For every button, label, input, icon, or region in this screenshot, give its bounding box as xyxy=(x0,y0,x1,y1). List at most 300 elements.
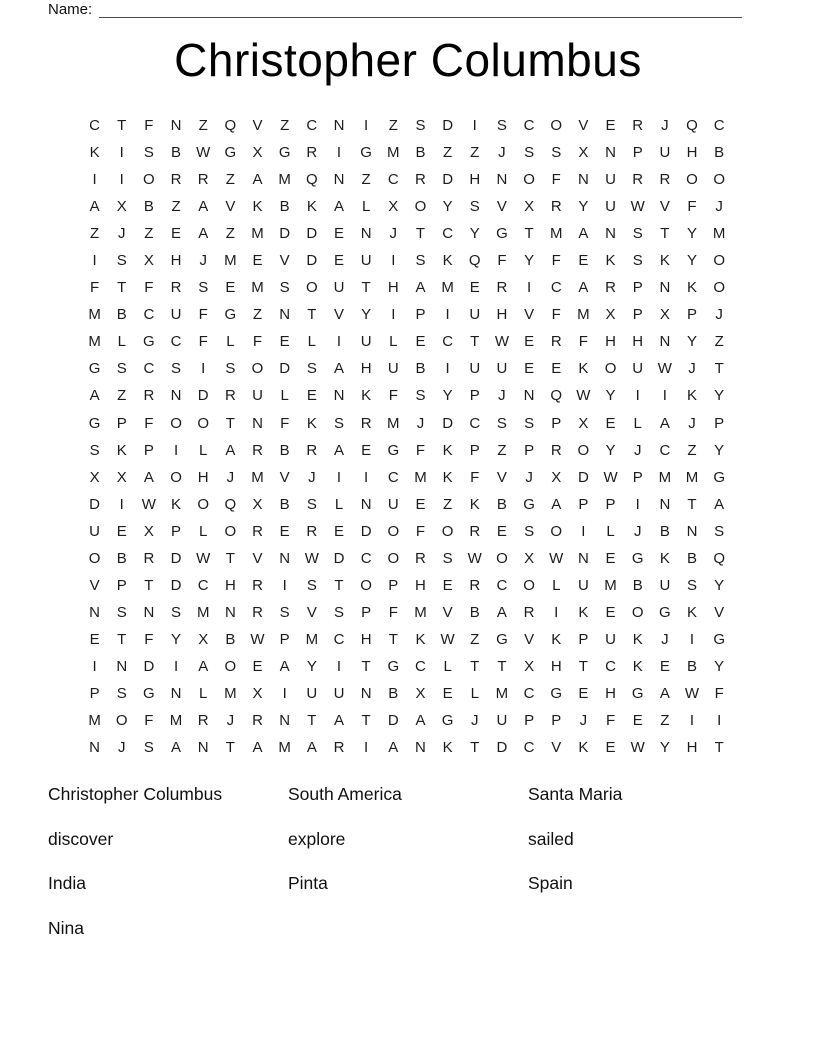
grid-letter: C xyxy=(387,171,399,189)
grid-letter: X xyxy=(252,144,263,162)
grid-letter: V xyxy=(279,252,290,270)
grid-letter: O xyxy=(631,603,644,621)
grid-letter: D xyxy=(170,576,182,594)
grid-letter: E xyxy=(225,279,236,297)
grid-letter: P xyxy=(551,712,562,730)
grid-letter: W xyxy=(141,495,156,513)
grid-letter: B xyxy=(171,144,182,162)
grid-letter: F xyxy=(687,198,697,216)
grid-letter: K xyxy=(578,739,589,757)
grid-letter: S xyxy=(687,576,698,594)
grid-letter: K xyxy=(687,603,698,621)
grid-letter: X xyxy=(551,468,562,486)
grid-letter: V xyxy=(551,739,562,757)
grid-letter: D xyxy=(442,414,454,432)
grid-letter: M xyxy=(251,225,264,243)
word-bank-item: India xyxy=(48,873,86,894)
grid-letter: Z xyxy=(117,387,127,405)
grid-letter: S xyxy=(89,441,100,459)
grid-letter: N xyxy=(415,739,426,757)
grid-letter: N xyxy=(224,603,236,621)
grid-letter: M xyxy=(658,468,672,486)
grid-letter: H xyxy=(686,144,698,162)
grid-letter: T xyxy=(578,657,588,675)
grid-letter: V xyxy=(659,198,670,216)
grid-letter: P xyxy=(388,576,399,594)
grid-letter: Z xyxy=(470,144,480,162)
grid-letter: G xyxy=(360,144,372,162)
grid-letter: E xyxy=(578,252,589,270)
grid-letter: H xyxy=(387,279,399,297)
grid-letter: I xyxy=(336,333,342,351)
grid-letter: V xyxy=(252,117,263,135)
grid-letter: R xyxy=(170,279,182,297)
grid-letter: W xyxy=(549,549,564,567)
grid-letter: J xyxy=(226,712,235,730)
grid-letter: D xyxy=(387,712,399,730)
grid-letter: J xyxy=(416,414,425,432)
grid-letter: T xyxy=(225,549,235,567)
grid-letter: G xyxy=(496,630,508,648)
grid-letter: I xyxy=(689,712,695,730)
grid-letter: D xyxy=(197,387,209,405)
grid-letter: Y xyxy=(714,576,725,594)
grid-letter: I xyxy=(173,441,179,459)
grid-letter: B xyxy=(279,495,290,513)
grid-letter: S xyxy=(333,414,344,432)
grid-letter: N xyxy=(577,171,589,189)
grid-letter: F xyxy=(388,603,398,621)
grid-letter: O xyxy=(577,441,590,459)
grid-letter: J xyxy=(498,144,506,162)
grid-letter: I xyxy=(717,712,722,730)
grid-letter: T xyxy=(470,657,480,675)
grid-letter: M xyxy=(604,576,617,594)
grid-letter: Y xyxy=(361,306,372,324)
grid-letter: I xyxy=(364,117,369,135)
grid-letter: T xyxy=(470,333,480,351)
grid-letter: X xyxy=(524,549,535,567)
grid-letter: A xyxy=(578,279,589,297)
grid-letter: R xyxy=(143,387,155,405)
grid-letter: W xyxy=(684,685,700,702)
word-bank-item: Nina xyxy=(48,917,84,938)
grid-letter: X xyxy=(415,685,426,702)
grid-letter: N xyxy=(523,387,535,405)
grid-letter: E xyxy=(605,117,616,135)
grid-letter: K xyxy=(306,198,317,216)
grid-letter: A xyxy=(551,495,562,513)
grid-letter: J xyxy=(525,468,533,486)
grid-letter: W xyxy=(196,549,211,567)
grid-letter: U xyxy=(306,685,318,702)
grid-letter: B xyxy=(632,576,643,594)
grid-letter: U xyxy=(469,306,481,324)
grid-letter: N xyxy=(659,333,671,351)
grid-letter: F xyxy=(578,333,588,351)
grid-letter: S xyxy=(496,117,507,135)
word-bank-item: South America xyxy=(288,784,402,804)
grid-letter: K xyxy=(306,414,317,432)
word-bank-item: Christopher Columbus xyxy=(48,784,223,804)
grid-letter: T xyxy=(714,360,724,378)
grid-letter: J xyxy=(579,712,588,730)
grid-letter: L xyxy=(307,333,316,351)
grid-letter: I xyxy=(119,144,124,162)
grid-letter: F xyxy=(144,414,154,432)
grid-letter: Y xyxy=(687,225,698,243)
grid-letter: G xyxy=(659,603,671,621)
grid-letter: I xyxy=(201,360,206,378)
grid-letter: C xyxy=(496,576,508,594)
grid-letter: O xyxy=(604,360,617,378)
grid-letter: P xyxy=(524,712,535,730)
grid-letter: S xyxy=(306,576,317,594)
grid-letter: P xyxy=(116,576,127,594)
grid-letter: E xyxy=(415,495,426,513)
grid-letter: S xyxy=(116,685,127,702)
grid-letter: R xyxy=(306,522,318,540)
grid-letter: G xyxy=(88,360,101,378)
grid-letter: X xyxy=(388,198,399,216)
grid-letter: L xyxy=(334,495,344,513)
grid-letter: Z xyxy=(280,117,290,135)
grid-letter: P xyxy=(578,630,589,648)
grid-letter: W xyxy=(440,630,455,648)
grid-letter: M xyxy=(712,225,726,243)
grid-letter: K xyxy=(116,441,127,459)
grid-letter: I xyxy=(92,171,97,189)
grid-letter: R xyxy=(360,414,372,432)
grid-letter: E xyxy=(279,333,290,351)
grid-letter: M xyxy=(414,468,427,486)
grid-letter: R xyxy=(143,549,155,567)
grid-letter: O xyxy=(224,657,237,675)
grid-letter: U xyxy=(89,522,100,540)
grid-letter: U xyxy=(605,198,616,216)
grid-letter: P xyxy=(578,495,589,513)
grid-letter: E xyxy=(524,333,535,351)
grid-letter: N xyxy=(89,603,100,621)
grid-letter: X xyxy=(143,252,154,270)
grid-letter: S xyxy=(333,603,344,621)
grid-letter: R xyxy=(632,171,644,189)
grid-letter: E xyxy=(442,576,453,594)
grid-letter: P xyxy=(469,387,480,405)
grid-letter: S xyxy=(714,522,725,540)
grid-letter: L xyxy=(226,333,235,351)
grid-letter: I xyxy=(662,387,667,405)
grid-letter: W xyxy=(467,549,482,567)
grid-letter: D xyxy=(170,549,182,567)
grid-letter: R xyxy=(252,441,263,459)
grid-letter: Z xyxy=(144,225,154,243)
grid-letter: I xyxy=(472,117,477,135)
grid-letter: I xyxy=(119,171,124,189)
grid-letter: J xyxy=(688,360,696,378)
grid-letter: V xyxy=(333,306,344,324)
grid-letter: S xyxy=(171,603,182,621)
grid-letter: C xyxy=(605,657,616,675)
grid-letter: P xyxy=(632,468,643,486)
grid-letter: A xyxy=(333,198,344,216)
grid-letter: G xyxy=(387,441,400,459)
grid-letter: A xyxy=(279,657,290,675)
grid-letter: K xyxy=(687,387,698,405)
grid-letter: S xyxy=(116,603,127,621)
word-bank-item: sailed xyxy=(528,828,574,849)
grid-letter: K xyxy=(551,630,562,648)
grid-letter: G xyxy=(143,333,155,351)
grid-letter: A xyxy=(225,441,236,459)
grid-letter: C xyxy=(143,360,155,378)
grid-letter: J xyxy=(715,306,723,324)
grid-letter: K xyxy=(442,252,453,270)
grid-letter: K xyxy=(578,360,589,378)
grid-letter: I xyxy=(92,657,97,675)
grid-letter: F xyxy=(144,117,154,135)
grid-letter: F xyxy=(198,333,208,351)
grid-letter: E xyxy=(415,333,426,351)
grid-letter: W xyxy=(304,549,319,567)
grid-letter: A xyxy=(415,279,426,297)
grid-letter: O xyxy=(550,117,563,135)
grid-letter: R xyxy=(469,522,481,540)
grid-letter: U xyxy=(333,685,345,702)
grid-letter: O xyxy=(197,495,210,513)
grid-letter: D xyxy=(442,117,454,135)
grid-letter: H xyxy=(224,576,236,594)
grid-letter: J xyxy=(715,198,723,216)
grid-letter: O xyxy=(197,414,210,432)
worksheet-title: Christopher Columbus xyxy=(174,34,642,86)
grid-letter: H xyxy=(360,360,372,378)
grid-letter: F xyxy=(89,279,100,297)
grid-letter: S xyxy=(415,387,426,405)
grid-letter: I xyxy=(445,360,450,378)
grid-letter: Q xyxy=(686,117,698,135)
grid-letter: R xyxy=(306,144,318,162)
grid-letter: P xyxy=(551,414,562,432)
grid-letter: U xyxy=(632,360,644,378)
grid-letter: N xyxy=(333,171,345,189)
grid-letter: Y xyxy=(469,225,480,243)
grid-letter: L xyxy=(117,333,126,351)
grid-letter: V xyxy=(524,306,535,324)
grid-letter: N xyxy=(659,495,671,513)
grid-letter: C xyxy=(333,630,345,648)
grid-letter: R xyxy=(170,171,182,189)
grid-letter: G xyxy=(387,657,400,675)
grid-letter: B xyxy=(714,144,725,162)
grid-letter: N xyxy=(496,171,508,189)
grid-letter: A xyxy=(171,739,182,757)
grid-letter: X xyxy=(605,306,616,324)
grid-letter: Z xyxy=(443,495,453,513)
grid-letter: K xyxy=(361,387,372,405)
grid-letter: G xyxy=(143,685,155,702)
grid-letter: N xyxy=(360,225,372,243)
grid-letter: M xyxy=(278,739,291,757)
grid-letter: F xyxy=(551,171,561,189)
grid-letter: S xyxy=(143,739,154,757)
grid-letter: L xyxy=(443,657,452,675)
grid-letter: V xyxy=(252,549,263,567)
grid-letter: U xyxy=(333,279,345,297)
grid-letter: M xyxy=(549,225,563,243)
grid-letter: C xyxy=(415,657,426,675)
grid-letter: Y xyxy=(605,441,616,459)
grid-letter: A xyxy=(198,225,209,243)
grid-letter: H xyxy=(197,468,209,486)
grid-letter: O xyxy=(143,171,155,189)
grid-letter: U xyxy=(496,712,508,730)
grid-letter: J xyxy=(688,414,696,432)
grid-letter: H xyxy=(550,657,562,675)
grid-letter: E xyxy=(333,225,344,243)
grid-letter: I xyxy=(173,657,179,675)
grid-letter: Z xyxy=(198,117,208,135)
grid-letter: N xyxy=(143,603,155,621)
grid-letter: B xyxy=(659,522,670,540)
grid-letter: H xyxy=(469,171,481,189)
grid-letter: O xyxy=(305,279,318,297)
grid-letter: M xyxy=(685,468,699,486)
grid-letter: I xyxy=(391,252,396,270)
grid-letter: Y xyxy=(171,630,182,648)
grid-letter: V xyxy=(496,468,507,486)
grid-letter: T xyxy=(388,630,398,648)
grid-letter: M xyxy=(169,712,183,730)
grid-letter: C xyxy=(523,117,535,135)
word-bank xyxy=(48,783,768,961)
grid-letter: O xyxy=(523,171,535,189)
word-bank-item: discover xyxy=(48,828,114,849)
grid-letter: S xyxy=(632,225,643,243)
grid-letter: P xyxy=(361,603,372,621)
grid-letter: A xyxy=(578,225,589,243)
grid-letter: Q xyxy=(550,387,563,405)
grid-letter: I xyxy=(364,739,369,757)
grid-letter: I xyxy=(635,495,640,513)
grid-letter: E xyxy=(252,252,263,270)
grid-letter: T xyxy=(225,414,235,432)
grid-letter: O xyxy=(387,549,400,567)
grid-letter: L xyxy=(199,522,208,540)
grid-letter: A xyxy=(89,387,100,405)
grid-letter: L xyxy=(280,387,289,405)
grid-letter: J xyxy=(199,252,207,270)
grid-letter: C xyxy=(442,333,454,351)
grid-letter: P xyxy=(171,522,182,540)
grid-letter: A xyxy=(252,171,263,189)
grid-letter: J xyxy=(498,387,506,405)
grid-letter: R xyxy=(224,387,236,405)
grid-letter: F xyxy=(144,712,154,730)
grid-letter: U xyxy=(469,360,481,378)
grid-letter: D xyxy=(279,360,291,378)
grid-letter: R xyxy=(523,603,535,621)
grid-letter: C xyxy=(360,549,372,567)
grid-letter: Y xyxy=(605,387,616,405)
grid-letter: I xyxy=(336,657,342,675)
grid-letter: L xyxy=(361,198,371,216)
grid-letter: R xyxy=(306,441,318,459)
grid-letter: T xyxy=(144,576,154,594)
grid-letter: U xyxy=(577,576,589,594)
grid-letter: I xyxy=(689,630,695,648)
grid-letter: C xyxy=(306,117,318,135)
grid-letter: F xyxy=(470,468,480,486)
grid-letter: J xyxy=(389,225,398,243)
grid-letter: E xyxy=(116,522,127,540)
grid-letter: K xyxy=(469,495,480,513)
grid-letter: F xyxy=(144,630,154,648)
grid-letter: F xyxy=(605,712,616,730)
grid-letter: Q xyxy=(468,252,481,270)
grid-letter: M xyxy=(495,685,509,702)
grid-letter: S xyxy=(442,549,453,567)
grid-letter: P xyxy=(116,414,127,432)
grid-letter: O xyxy=(387,522,400,540)
grid-letter: T xyxy=(470,739,480,757)
grid-letter: S xyxy=(632,252,643,270)
grid-letter: H xyxy=(496,306,508,324)
grid-letter: M xyxy=(414,603,427,621)
grid-letter: D xyxy=(333,549,345,567)
grid-letter: U xyxy=(252,387,263,405)
grid-letter: A xyxy=(333,441,344,459)
grid-letter: R xyxy=(550,198,562,216)
grid-letter: C xyxy=(442,225,454,243)
grid-letter: K xyxy=(442,739,453,757)
grid-letter: B xyxy=(143,198,154,216)
grid-letter: P xyxy=(89,685,100,702)
grid-letter: X xyxy=(659,306,670,324)
grid-letter: O xyxy=(550,522,563,540)
grid-letter: F xyxy=(415,441,426,459)
grid-letter: I xyxy=(336,468,342,486)
grid-letter: S xyxy=(279,603,290,621)
grid-letter: N xyxy=(170,685,182,702)
grid-letter: X xyxy=(578,144,589,162)
grid-letter: X xyxy=(89,468,100,486)
grid-letter: N xyxy=(333,117,345,135)
grid-letter: F xyxy=(280,414,290,432)
grid-letter: V xyxy=(306,603,317,621)
grid-letter: A xyxy=(143,468,154,486)
grid-letter: N xyxy=(197,739,209,757)
grid-letter: T xyxy=(361,712,371,730)
grid-letter: O xyxy=(170,468,182,486)
grid-letter: T xyxy=(660,225,670,243)
grid-letter: C xyxy=(143,306,155,324)
grid-letter: O xyxy=(713,279,725,297)
grid-letter: F xyxy=(252,333,263,351)
grid-letter: X xyxy=(252,685,263,702)
grid-letter: I xyxy=(526,279,532,297)
grid-letter: Z xyxy=(497,441,507,459)
grid-letter: M xyxy=(224,685,237,702)
word-bank-item: Pinta xyxy=(288,873,328,894)
grid-letter: I xyxy=(282,685,287,702)
grid-letter: I xyxy=(581,522,586,540)
grid-letter: E xyxy=(469,279,480,297)
grid-letter: C xyxy=(550,279,562,297)
grid-letter: D xyxy=(442,171,454,189)
grid-letter: F xyxy=(415,522,426,540)
grid-letter: A xyxy=(252,739,263,757)
